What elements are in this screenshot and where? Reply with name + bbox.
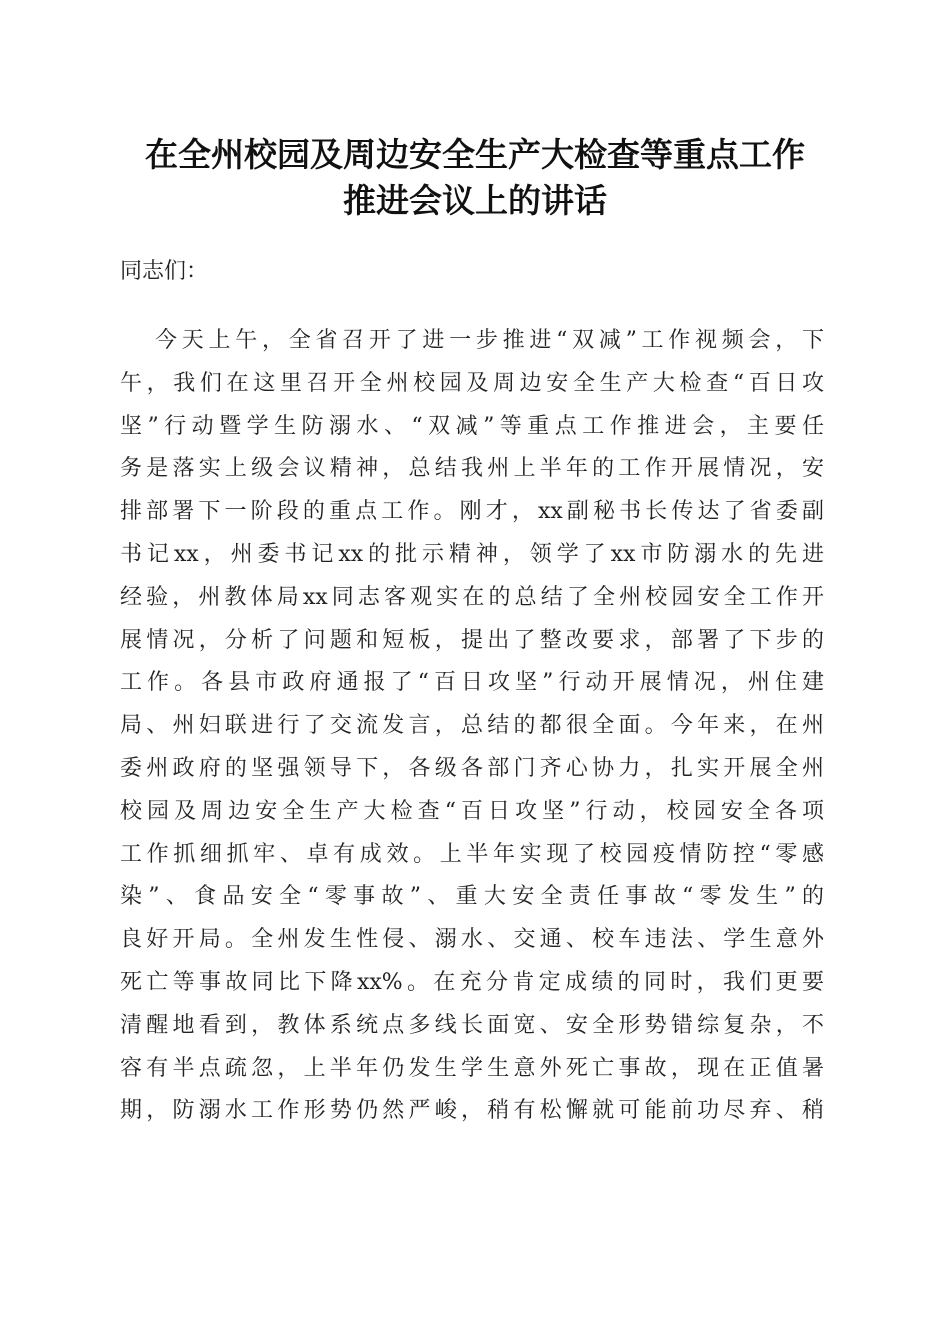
paragraph-line: 容有半点疏忽，上半年仍发生学生意外死亡事故，现在正值暑 xyxy=(120,1055,824,1081)
paragraph-line: 坚”行动暨学生防溺水、“双减”等重点工作推进会，主要任 xyxy=(120,413,824,439)
paragraph-line: 委州政府的坚强领导下，各级各部门齐心协力，扎实开展全州 xyxy=(120,755,824,781)
paragraph-line: 书记xx，州委书记xx的批示精神，领学了xx市防溺水的先进 xyxy=(120,541,824,567)
paragraph-line: 校园及周边安全生产大检查“百日攻坚”行动，校园安全各项 xyxy=(120,798,824,824)
paragraph-line: 工作抓细抓牢、卓有成效。上半年实现了校园疫情防控“零感 xyxy=(120,841,824,867)
paragraph-line: 死亡等事故同比下降xx%。在充分肯定成绩的同时，我们更要 xyxy=(120,969,824,995)
salutation: 同志们： xyxy=(120,259,209,284)
paragraph-line: 今天上午，全省召开了进一步推进“双减”工作视频会，下 xyxy=(155,328,824,353)
title-line: 推进会议上的讲话 xyxy=(343,181,607,220)
paragraph-line: 午，我们在这里召开全州校园及周边安全生产大检查“百日攻 xyxy=(120,370,824,396)
page-title xyxy=(100,132,850,224)
paragraph-line: 经验，州教体局xx同志客观实在的总结了全州校园安全工作开 xyxy=(120,584,824,610)
paragraph-line: 展情况，分析了问题和短板，提出了整改要求，部署了下步的 xyxy=(120,627,824,653)
paragraph-line: 期，防溺水工作形势仍然严峻，稍有松懈就可能前功尽弃、稍 xyxy=(120,1098,824,1124)
paragraph-line: 务是落实上级会议精神，总结我州上半年的工作开展情况，安 xyxy=(120,456,824,482)
paragraph-line: 良好开局。全州发生性侵、溺水、交通、校车违法、学生意外 xyxy=(120,927,824,953)
paragraph-line: 局、州妇联进行了交流发言，总结的都很全面。今年来，在州 xyxy=(120,713,824,739)
title-line: 在全州校园及周边安全生产大检查等重点工作 xyxy=(145,135,805,174)
paragraph-line: 排部署下一阶段的重点工作。刚才，xx副秘书长传达了省委副 xyxy=(120,499,824,525)
speech-paragraph xyxy=(120,320,824,1133)
paragraph-line: 染”、食品安全“零事故”、重大安全责任事故“零发生”的 xyxy=(120,884,824,910)
paragraph-line: 清醒地看到，教体系统点多线长面宽、安全形势错综复杂，不 xyxy=(120,1012,824,1038)
paragraph-line: 工作。各县市政府通报了“百日攻坚”行动开展情况，州住建 xyxy=(120,670,824,696)
